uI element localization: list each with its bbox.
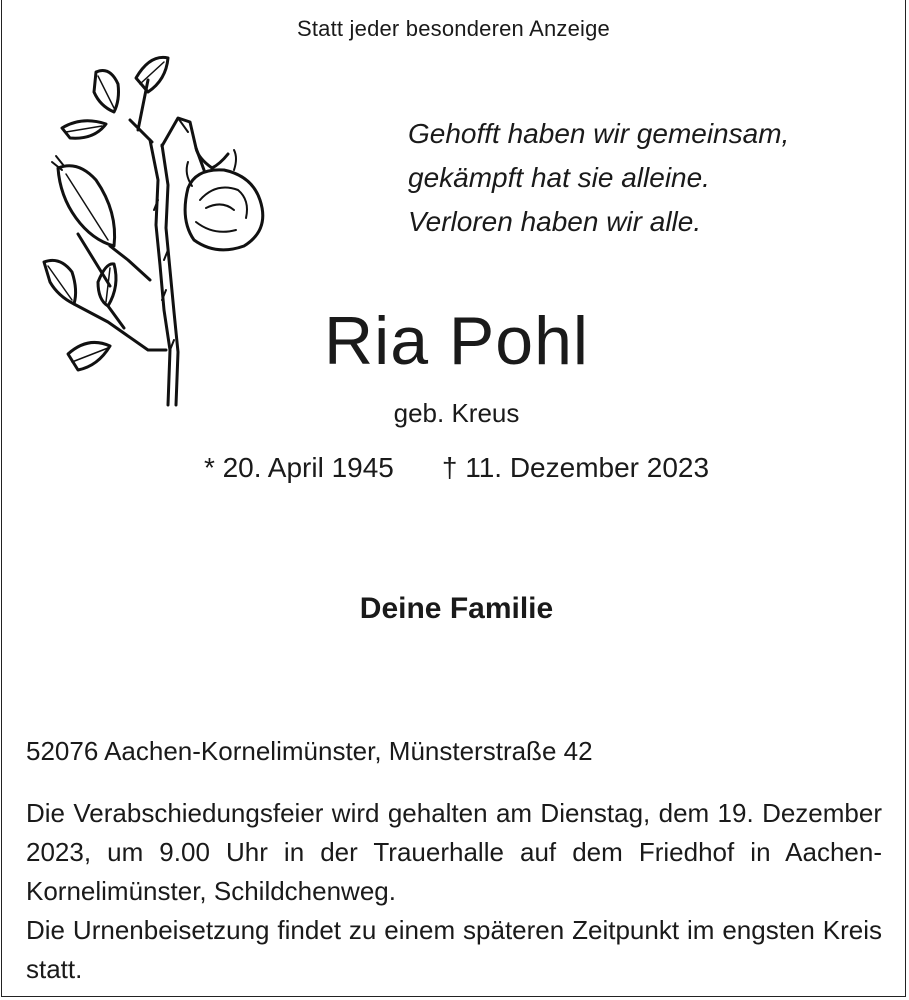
birth-date: * 20. April 1945 bbox=[203, 452, 394, 483]
ceremony-notice bbox=[26, 794, 882, 989]
death-date: † 11. Dezember 2023 bbox=[441, 452, 710, 483]
quote-line: gekämpft hat sie alleine. bbox=[408, 162, 710, 193]
burial-paragraph: Die Urnenbeisetzung findet zu einem späteren Zeitpunkt im engsten Kreis statt. bbox=[26, 915, 882, 984]
ceremony-paragraph: Die Verabschiedungsfeier wird gehalten am Dienstag, dem 19. Dezember 2023, um 9.00 Uhr in der Trauerhalle auf dem Friedhof in Aachen-Kornelimünster, Schildchenweg. bbox=[26, 798, 882, 906]
maiden-name: geb. Kreus bbox=[393, 398, 520, 428]
memorial-quote bbox=[408, 112, 789, 244]
quote-line: Verloren haben wir alle. bbox=[408, 206, 702, 237]
life-dates bbox=[2, 452, 909, 484]
signature: Deine Familie bbox=[359, 592, 554, 625]
deceased-name: Ria Pohl bbox=[323, 303, 590, 379]
quote-line: Gehofft haben wir gemeinsam, bbox=[408, 118, 790, 149]
obituary-notice bbox=[1, 0, 906, 997]
header-line: Statt jeder besonderen Anzeige bbox=[296, 16, 610, 41]
family-address: 52076 Aachen-Kornelimünster, Münsterstraße 42 bbox=[26, 736, 593, 766]
